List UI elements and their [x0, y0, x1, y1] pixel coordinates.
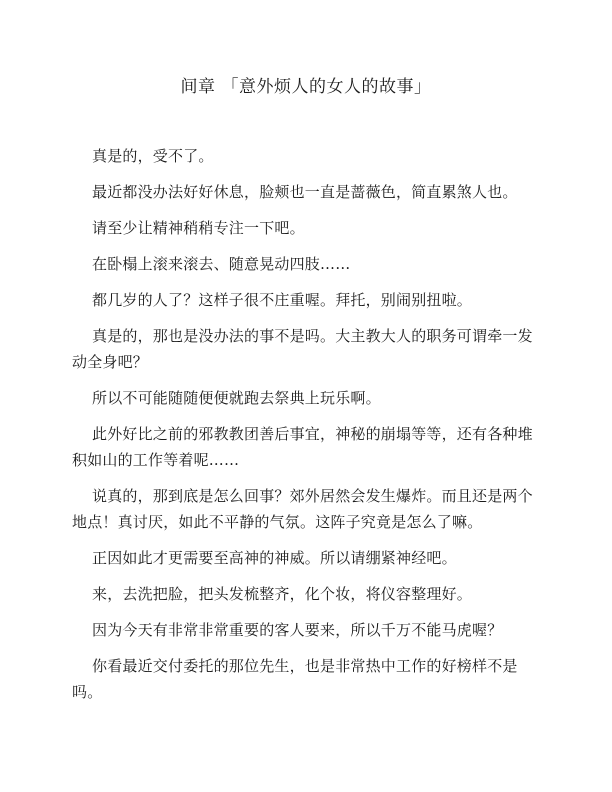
text-line: 真是的，受不了。 — [92, 147, 214, 165]
text-line: 在卧榻上滚来滚去、随意晃动四肢…… — [92, 255, 351, 273]
text-line: 所以不可能随随便便就跑去祭典上玩乐啊。 — [92, 389, 381, 407]
text-line: 此外好比之前的邪教教团善后事宜，神秘的崩塌等等，还有各种堆 — [92, 425, 533, 443]
text-line: 地点！真讨厌，如此不平静的气氛。这阵子究竟是怎么了嘛。 — [72, 513, 483, 531]
paragraph — [92, 617, 552, 643]
paragraph — [72, 421, 552, 473]
paragraph — [92, 179, 552, 205]
text-line: 正因如此才更需要至高神的神威。所以请绷紧神经吧。 — [92, 549, 457, 567]
paragraph — [92, 251, 552, 277]
text-line: 因为今天有非常非常重要的客人要来，所以千万不能马虎喔？ — [92, 621, 503, 639]
text-line: 吗。 — [72, 683, 103, 701]
text-line: 最近都没办法好好休息，脸颊也一直是蔷薇色，简直累煞人也。 — [92, 183, 518, 201]
paragraph — [92, 545, 552, 571]
paragraph — [92, 385, 552, 411]
text-line: 真是的，那也是没办法的事不是吗。大主教大人的职务可谓牵一发 — [92, 327, 533, 345]
paragraph — [92, 215, 552, 241]
text-line: 你看最近交付委托的那位先生，也是非常热中工作的好榜样不是 — [92, 657, 518, 675]
text-line: 请至少让精神稍稍专注一下吧。 — [92, 219, 305, 237]
text-line: 说真的，那到底是怎么回事？郊外居然会发生爆炸。而且还是两个 — [92, 487, 533, 505]
paragraph — [72, 323, 552, 375]
paragraph — [92, 581, 552, 607]
text-line: 积如山的工作等着呢…… — [72, 451, 240, 469]
paragraph — [92, 143, 552, 169]
text-line: 都几岁的人了？这样子很不庄重喔。拜托，别闹别扭啦。 — [92, 291, 473, 309]
body-text — [72, 143, 552, 715]
paragraph — [72, 653, 552, 705]
text-line: 来，去洗把脸，把头发梳整齐，化个妆，将仪容整理好。 — [92, 585, 473, 603]
text-line: 动全身吧？ — [72, 353, 149, 371]
chapter-title: 间章 「意外烦人的女人的故事」 — [180, 77, 432, 97]
paragraph — [92, 287, 552, 313]
paragraph — [72, 483, 552, 535]
